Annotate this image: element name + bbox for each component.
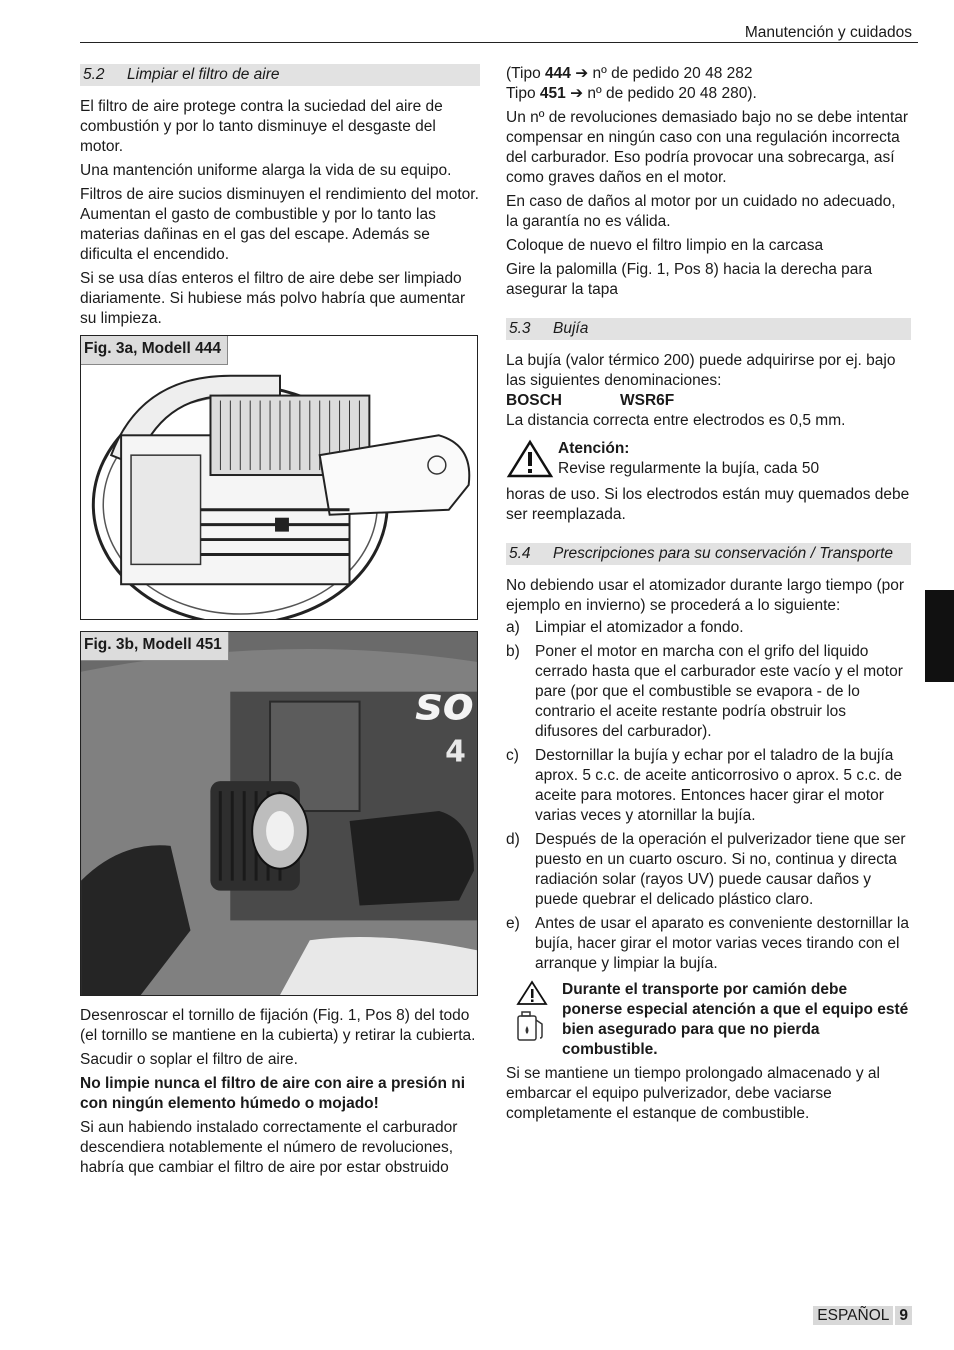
paragraph: Una mantención uniforme alarga la vida de su equipo. xyxy=(80,162,452,179)
paragraph: Si se mantiene un tiempo prolongado almacenado y al embarcar el equipo pulverizador, debe vaciarse completamente el estanque de combustible. xyxy=(506,1065,880,1122)
paragraph: No debiendo usar el atomizador durante largo tiempo (por ejemplo en invierno) se procederá a lo siguiente: xyxy=(506,577,905,614)
paragraph: Sacudir o soplar el filtro de aire. xyxy=(80,1051,298,1068)
attention-text: Revise regularmente la bujía, cada 50 xyxy=(558,460,820,477)
transport-warning-text: Durante el transporte por camión debe ponerse especial atención a que el equipo esté bien asegurado para que no pierda combustible. xyxy=(562,981,909,1058)
bold-warning: No limpie nunca el filtro de aire con aire a presión ni con ningún elemento húmedo o mojado! xyxy=(80,1075,466,1112)
section-title: Bujía xyxy=(553,320,589,337)
right-column xyxy=(506,64,911,1128)
paragraph: El filtro de aire protege contra la suciedad del aire de combustión y por lo tanto disminuye el desgaste del motor. xyxy=(80,98,443,155)
order-line-444: (Tipo 444 ➔ nº de pedido 20 48 282 xyxy=(506,65,753,82)
warning-triangle-icon xyxy=(516,980,548,1006)
engine-illustration xyxy=(81,336,477,619)
section-number: 5.3 xyxy=(509,320,531,337)
engine-photo xyxy=(81,632,477,995)
section-heading-5-2 xyxy=(80,64,480,86)
attention-block xyxy=(506,439,911,525)
warning-triangle-icon xyxy=(506,439,558,485)
list-item: d) Después de la operación el pulverizador tiene que ser puesto en un cuarto oscuro. Si no, continua y directa radiación solar (rayos UV) puede causar daños y puede quebrar el delicado plástico claro. xyxy=(506,831,906,908)
section-heading-5-4 xyxy=(506,543,911,565)
figure-label: Fig. 3a, Modell 444 xyxy=(81,336,228,365)
section-title: Limpiar el filtro de aire xyxy=(127,66,280,83)
list-item: e) Antes de usar el aparato es conveniente destornillar la bujía, hacer girar el motor varias veces tirando con el arranque y limpiar la bujía. xyxy=(506,915,909,972)
section-title: Prescripciones para su conservación / Transporte xyxy=(553,545,894,562)
attention-title: Atención: xyxy=(558,440,630,457)
section-number: 5.4 xyxy=(509,545,531,562)
paragraph: Desenroscar el tornillo de fijación (Fig. 1, Pos 8) del todo (el tornillo se mantiene en la cubierta) y retirar la cubierta. xyxy=(80,1007,476,1044)
spark-plug-designation xyxy=(506,391,911,411)
figure-3b xyxy=(80,631,478,996)
arrow-icon: ➔ xyxy=(570,85,584,102)
header-rule xyxy=(80,42,918,43)
section-heading-5-3 xyxy=(506,318,911,340)
paragraph: Si se usa días enteros el filtro de aire debe ser limpiado diariamente. Si hubiese más polvo habría que aumentar su limpieza. xyxy=(80,270,466,327)
transport-warning-block xyxy=(506,980,911,1060)
figure-3a xyxy=(80,335,478,620)
brand-logo-fragment: so xyxy=(415,677,474,731)
order-line-451: Tipo 451 ➔ nº de pedido 20 48 280). xyxy=(506,85,757,102)
arrow-icon: ➔ xyxy=(575,65,589,82)
model-number-fragment: 4 xyxy=(445,734,466,770)
list-item: b) Poner el motor en marcha con el grifo del liquido cerrado hasta que el carburador este vacío y el motor pare (por que el combustible se evapora - de lo contrario el aceite restante podría obstruir los difusores del carburador). xyxy=(506,643,903,740)
page-footer xyxy=(813,1306,912,1326)
paragraph: Coloque de nuevo el filtro limpio en la carcasa xyxy=(506,237,824,254)
paragraph: Filtros de aire sucios disminuyen el rendimiento del motor. Aumentan el gasto de combustible y por lo tanto las materias dañinas en el gas del escape. Además se dificulta el encendido. xyxy=(80,186,479,263)
model: WSR6F xyxy=(620,392,675,409)
page-header-title: Manutención y cuidados xyxy=(744,24,912,41)
page-number: 9 xyxy=(895,1306,912,1325)
paragraph: La distancia correcta entre electrodos es 0,5 mm. xyxy=(506,412,846,429)
footer-language: ESPAÑOL xyxy=(813,1306,893,1325)
language-side-tab xyxy=(925,590,954,682)
list-item: c) Destornillar la bujía y echar por el taladro de la bujía aprox. 5 c.c. de aceite anticorrosivo o aprox. 5 c.c. de aceite para motores. Entonces hacer girar el motor varias veces y atornillar la bujía. xyxy=(506,747,903,824)
brand: BOSCH xyxy=(506,392,562,409)
storage-steps-list xyxy=(506,618,911,974)
left-column xyxy=(80,64,480,1182)
list-item: a) Limpiar el atomizador a fondo. xyxy=(506,619,744,636)
figure-label: Fig. 3b, Modell 451 xyxy=(81,632,229,661)
fuel-canister-icon xyxy=(514,1010,548,1044)
attention-text-continued: horas de uso. Si los electrodos están muy quemados debe ser reemplazada. xyxy=(506,486,910,523)
paragraph: En caso de daños al motor por un cuidado no adecuado, la garantía no es válida. xyxy=(506,193,896,230)
paragraph: Un nº de revoluciones demasiado bajo no se debe intentar compensar en ningún caso con una regulación incorrecta del carburador. Eso podría provocar una sobrecarga, así como graves daños en el motor. xyxy=(506,109,909,186)
paragraph: Si aun habiendo instalado correctamente el carburador descendiera notablemente el número de revoluciones, habría que cambiar el filtro de aire por estar obstruido xyxy=(80,1119,458,1176)
section-number: 5.2 xyxy=(83,66,105,83)
paragraph: Gire la palomilla (Fig. 1, Pos 8) hacia la derecha para asegurar la tapa xyxy=(506,261,873,298)
paragraph: La bujía (valor térmico 200) puede adquirirse por ej. bajo las siguientes denominaciones: xyxy=(506,352,896,389)
